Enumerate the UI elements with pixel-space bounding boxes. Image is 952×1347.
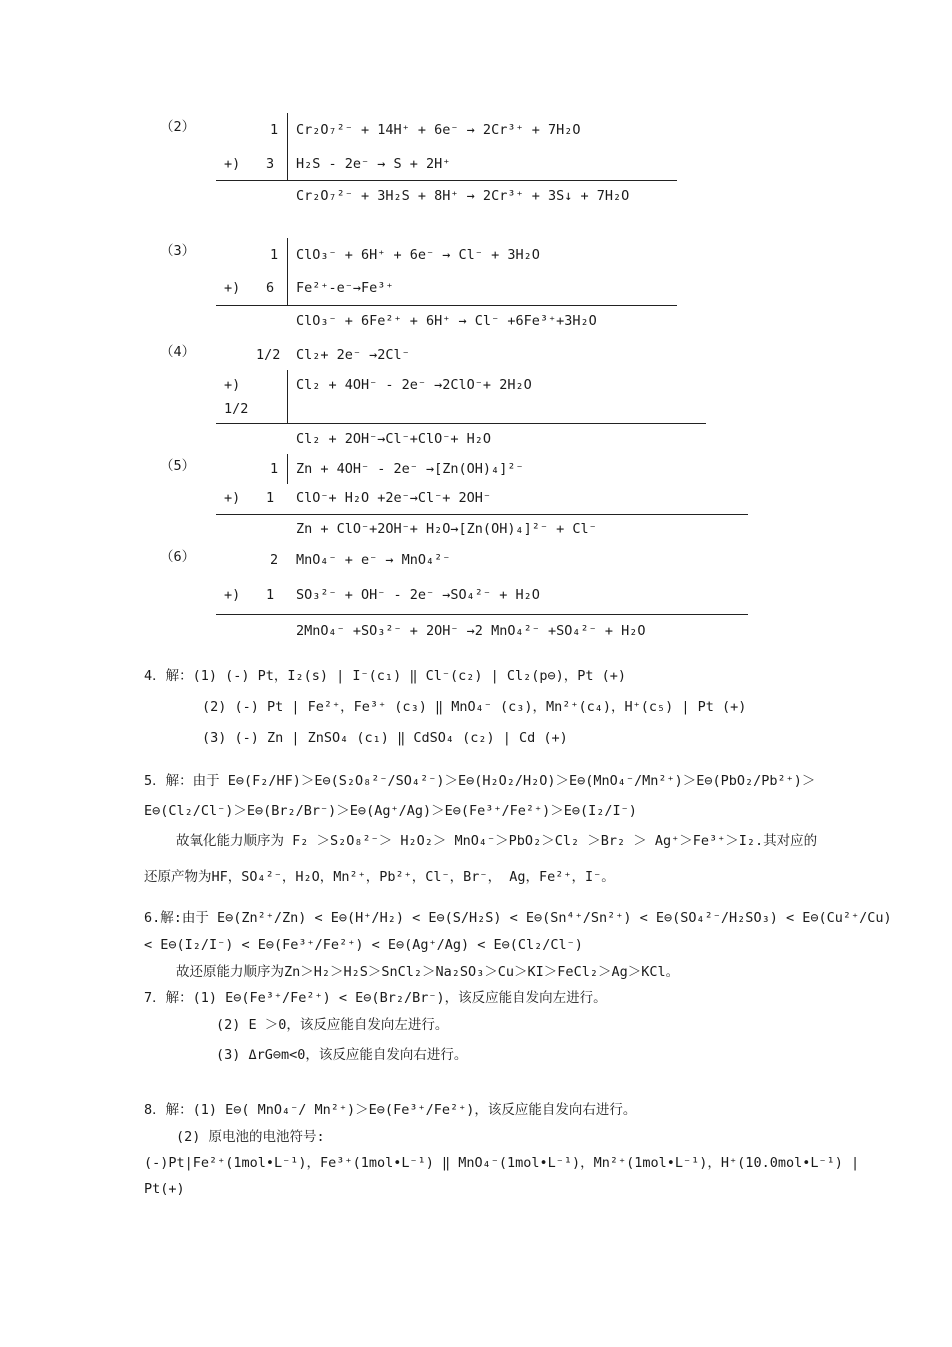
problem-5-half-reaction-1: Zn + 4OH⁻ - 2e⁻ →[Zn(OH)₄]²⁻ (296, 461, 524, 477)
q8-line-3: (-)Pt|Fe²⁺(1mol•L⁻¹)，Fe³⁺(1mol•L⁻¹) ‖ MnO₄⁻(1mol•L⁻¹)，Mn²⁺(1mol•L⁻¹)，H⁺(10.0mol•L⁻¹) | (144, 1155, 860, 1171)
q4-line-2: (2) (-) Pt | Fe²⁺，Fe³⁺ (c₃) ‖ MnO₄⁻ (c₃)，Mn²⁺(c₄)，H⁺(c₅) | Pt (+) (202, 699, 747, 715)
problem-5-plus: +) (224, 490, 241, 506)
q6-line-1: 6.解:由于 E⊖(Zn²⁺/Zn) < E⊖(H⁺/H₂) < E⊖(S/H₂S) < E⊖(Sn⁴⁺/Sn²⁺) < E⊖(SO₄²⁻/H₂SO₃) < E⊖(Cu²⁺/Cu) (144, 910, 892, 926)
problem-6-coef-2: 1 (266, 587, 275, 603)
problem-4-coef-1: 1/2 (256, 347, 281, 363)
problem-3-label: （3） (160, 243, 196, 259)
q5-line-2: E⊖(Cl₂/Cl⁻)＞E⊖(Br₂/Br⁻)＞E⊖(Ag⁺/Ag)＞E⊖(Fe³⁺/Fe²⁺)＞E⊖(I₂/I⁻) (144, 803, 637, 819)
problem-6-coef-1: 2 (270, 552, 279, 568)
problem-2-half-reaction-2: H₂S - 2e⁻ → S + 2H⁺ (296, 156, 451, 172)
problem-5-divider (287, 454, 288, 484)
problem-2-divider (287, 113, 288, 181)
q8-line-4: Pt(+) (144, 1181, 185, 1197)
q6-line-2: < E⊖(I₂/I⁻) < E⊖(Fe³⁺/Fe²⁺) < E⊖(Ag⁺/Ag) < E⊖(Cl₂/Cl⁻) (144, 937, 583, 953)
problem-3-divider (287, 238, 288, 306)
problem-5-coef-2: 1 (266, 490, 275, 506)
problem-2-plus: +) (224, 156, 241, 172)
problem-4-plus: +) (224, 377, 241, 393)
problem-5-coef-1: 1 (270, 461, 279, 477)
problem-5-label: （5） (160, 458, 196, 474)
problem-6-overall: 2MnO₄⁻ +SO₃²⁻ + 2OH⁻ →2 MnO₄²⁻ +SO₄²⁻ + H₂O (296, 623, 646, 639)
q7-line-3: (3) ΔrG⊖m<0，该反应能自发向右进行。 (216, 1047, 468, 1063)
q7-line-1: 7．解：(1) E⊖(Fe³⁺/Fe²⁺) < E⊖(Br₂/Br⁻)，该反应能自发向左进行。 (144, 990, 607, 1006)
problem-3-coef-2: 6 (266, 280, 275, 296)
q8-line-2: (2) 原电池的电池符号: (176, 1129, 325, 1145)
problem-4-label: （4） (160, 344, 196, 360)
problem-2-coef-2: 3 (266, 156, 275, 172)
problem-3-sum-line (216, 305, 677, 306)
q6-line-3: 故还原能力顺序为Zn＞H₂＞H₂S＞SnCl₂＞Na₂SO₃＞Cu＞KI＞FeCl₂＞Ag＞KCl。 (176, 964, 680, 980)
problem-4-divider (287, 370, 288, 424)
problem-2-overall: Cr₂O₇²⁻ + 3H₂S + 8H⁺ → 2Cr³⁺ + 3S↓ + 7H₂O (296, 188, 630, 204)
problem-2-label: （2） (160, 119, 196, 135)
q5-line-3: 故氧化能力顺序为 F₂ ＞S₂O₈²⁻＞ H₂O₂＞ MnO₄⁻＞PbO₂＞Cl₂ ＞Br₂ ＞ Ag⁺＞Fe³⁺＞I₂.其对应的 (176, 833, 818, 849)
problem-4-overall: Cl₂ + 2OH⁻→Cl⁻+ClO⁻+ H₂O (296, 431, 492, 447)
problem-3-half-reaction-2: Fe²⁺-e⁻→Fe³⁺ (296, 280, 394, 296)
q7-line-2: (2) E ＞0，该反应能自发向左进行。 (216, 1017, 449, 1033)
problem-6-half-reaction-1: MnO₄⁻ + e⁻ → MnO₄²⁻ (296, 552, 451, 568)
q8-line-1: 8．解：(1) E⊖( MnO₄⁻/ Mn²⁺)＞E⊖(Fe³⁺/Fe²⁺)，该反应能自发向右进行。 (144, 1102, 637, 1118)
problem-2-coef-1: 1 (270, 122, 279, 138)
q5-line-4: 还原产物为HF，SO₄²⁻，H₂O，Mn²⁺，Pb²⁺，Cl⁻，Br⁻， Ag，Fe²⁺，I⁻。 (144, 869, 615, 885)
problem-6-half-reaction-2: SO₃²⁻ + OH⁻ - 2e⁻ →SO₄²⁻ + H₂O (296, 587, 540, 603)
problem-4-half-reaction-2: Cl₂ + 4OH⁻ - 2e⁻ →2ClO⁻+ 2H₂O (296, 377, 532, 393)
problem-4-coef-2: 1/2 (224, 401, 249, 417)
problem-6-label: （6） (160, 549, 196, 565)
problem-3-coef-1: 1 (270, 247, 279, 263)
problem-5-sum-line (216, 514, 748, 515)
q4-line-1: 4．解：(1) (-) Pt，I₂(s) | I⁻(c₁) ‖ Cl⁻(c₂) | Cl₂(p⊖)，Pt (+) (144, 668, 627, 684)
problem-3-half-reaction-1: ClO₃⁻ + 6H⁺ + 6e⁻ → Cl⁻ + 3H₂O (296, 247, 540, 263)
problem-5-half-reaction-2: ClO⁻+ H₂O +2e⁻→Cl⁻+ 2OH⁻ (296, 490, 492, 506)
problem-2-sum-line (216, 180, 677, 181)
problem-4-sum-line (216, 423, 706, 424)
problem-3-overall: ClO₃⁻ + 6Fe²⁺ + 6H⁺ → Cl⁻ +6Fe³⁺+3H₂O (296, 313, 597, 329)
q5-line-1: 5．解：由于 E⊖(F₂/HF)＞E⊖(S₂O₈²⁻/SO₄²⁻)＞E⊖(H₂O₂/H₂O)＞E⊖(MnO₄⁻/Mn²⁺)＞E⊖(PbO₂/Pb²⁺)＞ (144, 773, 816, 789)
problem-6-sum-line (216, 614, 748, 615)
problem-2-half-reaction-1: Cr₂O₇²⁻ + 14H⁺ + 6e⁻ → 2Cr³⁺ + 7H₂O (296, 122, 581, 138)
problem-6-plus: +) (224, 587, 241, 603)
q4-line-3: (3) (-) Zn | ZnSO₄ (c₁) ‖ CdSO₄ (c₂) | Cd (+) (202, 730, 568, 746)
problem-5-overall: Zn + ClO⁻+2OH⁻+ H₂O→[Zn(OH)₄]²⁻ + Cl⁻ (296, 521, 597, 537)
problem-3-plus: +) (224, 280, 241, 296)
problem-4-half-reaction-1: Cl₂+ 2e⁻ →2Cl⁻ (296, 347, 410, 363)
